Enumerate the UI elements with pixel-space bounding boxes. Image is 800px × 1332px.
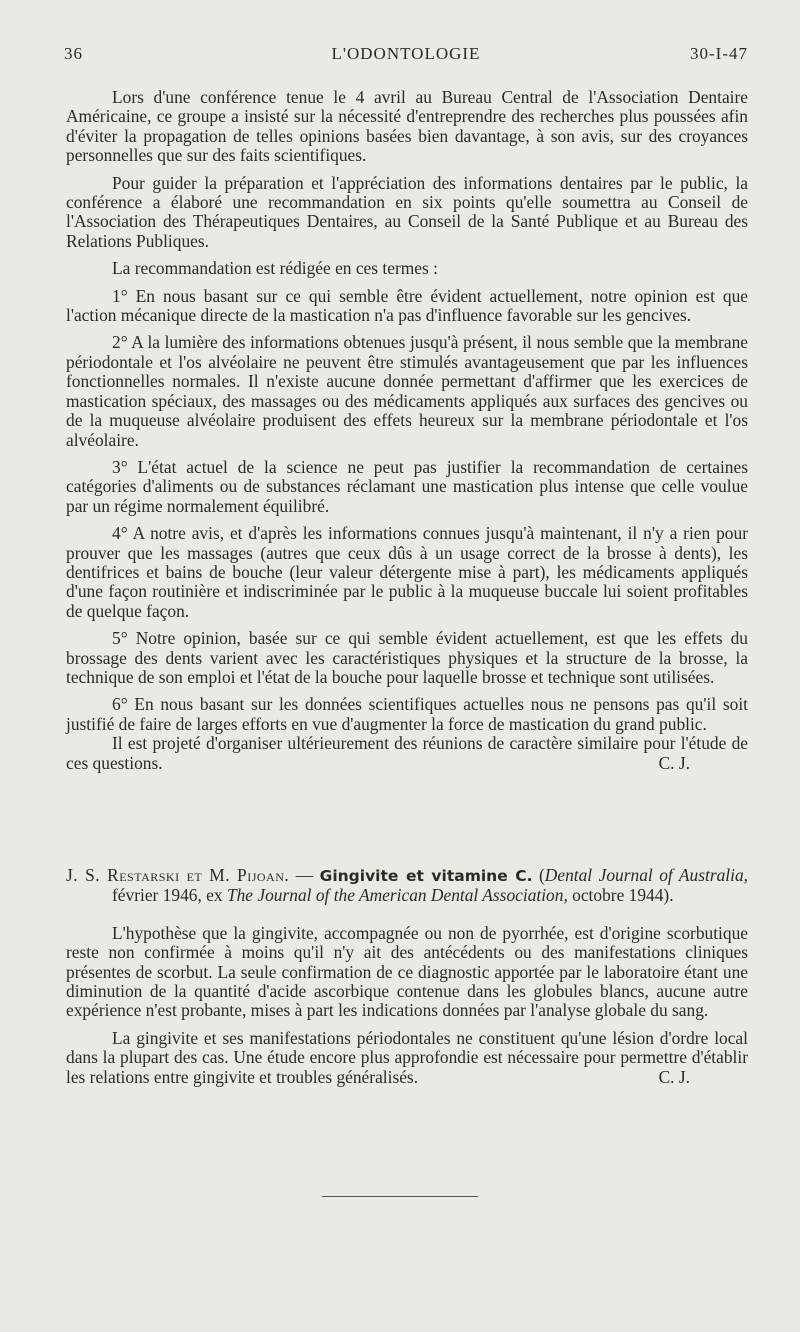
- paragraph: La recommandation est rédigée en ces termes :: [112, 258, 438, 279]
- running-header: [64, 44, 748, 68]
- page-number: 36: [64, 44, 83, 63]
- source-journal-2: The Journal of the American Dental Association,: [226, 885, 568, 906]
- separator-rule: [322, 1196, 478, 1197]
- recommendation-6: 6° En nous basant sur les données scientifiques actuelles nous ne pensons pas qu'il soit justifié de faire de larges efforts en vue d'augmenter la force de mastication du grand public.: [66, 694, 748, 734]
- paragraph: Lors d'une conférence tenue le 4 avril au Bureau Central de l'Association Dentaire Américaine, ce groupe a insisté sur la nécessité d'entreprendre des recherches plus poussées afin d'éviter la propagation de telles opinions basées bien davantage, à son avis, sur des croyances personnelles que sur des faits scientifiques.: [66, 87, 748, 166]
- article-authors: J. S. Restarski et M. Pijoan.: [66, 865, 290, 885]
- recommendation-1: 1° En nous basant sur ce qui semble être évident actuellement, notre opinion est que l'action mécanique directe de la mastication n'a pas d'influence favorable sur les gencives.: [66, 285, 748, 326]
- source-end: octobre 1944).: [567, 885, 674, 906]
- source-mid: février 1946, ex: [112, 885, 227, 906]
- source-open: (: [532, 865, 545, 885]
- article-gingivite: [66, 866, 748, 1095]
- source-journal-1: Dental Journal of Australia,: [544, 865, 748, 885]
- recommendation-2: 2° A la lumière des informations obtenues jusqu'à présent, il nous semble que la membrane périodontale et l'os alvéolaire ne peuvent être stimulés avantageusement que par les influences fonctionnelles normales. Il n'existe aucune donnée permettant d'affirmer que les exercices de mastication spéciaux, des massages ou des médicaments appliqués aux surfaces des gencives ou de la muqueuse alvéolaire produisent des effets heureux sur la membrane périodontale et l'os alvéolaire.: [66, 332, 748, 450]
- closing-paragraph: [66, 734, 748, 773]
- paragraph: [66, 1029, 748, 1087]
- author-signature: C. J.: [658, 752, 690, 773]
- recommendation-3: 3° L'état actuel de la science ne peut pas justifier la recommandation de certaines catégories d'aliments ou de substances réclamant une mastication plus intense que celle voulue par un régime normalement équilibré.: [66, 456, 748, 516]
- closing-text: Il est projeté d'organiser ultérieurement des réunions de caractère similaire pour l'étude de ces questions.: [66, 733, 748, 773]
- issue-date: 30-I-47: [690, 44, 748, 63]
- paragraph: Pour guider la préparation et l'appréciation des informations dentaires par le public, la conférence a élaboré une recommandation en six points qu'elle soumettra au Conseil de l'Association des Thérapeutiques Dentaires, au Conseil de la Santé Publique et au Bureau des Relations Publiques.: [66, 172, 748, 251]
- paragraph-text: La gingivite et ses manifestations périodontales ne constituent qu'une lésion d'ordre local dans la plupart des cas. Une étude encore plus approfondie est nécessaire pour permettre d'établir les relations entre gingivite et troubles généralisés.: [66, 1027, 748, 1087]
- author-signature: C. J.: [658, 1066, 690, 1087]
- recommendation-4: 4° A notre avis, et d'après les informations connues jusqu'à maintenant, il n'y a rien pour prouver que les massages (autres que ceux dûs à un usage correct de la brosse à dents), les dentifrices et bains de bouche (leur valeur détergente mise à part), les médicaments appliqués d'une façon routinière et indiscriminée par le public à la muqueuse buccale lui soient profitables de quelque façon.: [66, 523, 748, 621]
- article-conference-text: [66, 88, 748, 773]
- article-title: Gingivite et vitamine C.: [319, 867, 533, 885]
- recommendation-5: 5° Notre opinion, basée sur ce qui semble évident actuellement, est que les effets du brossage des dents varient avec les caractéristiques physiques et la structure de la brosse, la technique de son emploi et l'état de la bouche pour laquelle brosse et technique sont utilisées.: [66, 628, 748, 687]
- dash: —: [289, 865, 320, 885]
- journal-title: L'ODONTOLOGIE: [331, 44, 481, 63]
- article-reference: [66, 866, 748, 906]
- paragraph: L'hypothèse que la gingivite, accompagnée ou non de pyorrhée, est d'origine scorbutique reste non confirmée à moins qu'il n'y ait des antécédents ou des manifestations cliniques présentes de scorbut. La seule confirmation de ce diagnostic apportée par le laboratoire étant une diminution de la quantité d'acide ascorbique contenue dans les globules blancs, aucune autre expérience n'est probante, mises à part les indications données par l'analyse globale du sang.: [66, 922, 748, 1021]
